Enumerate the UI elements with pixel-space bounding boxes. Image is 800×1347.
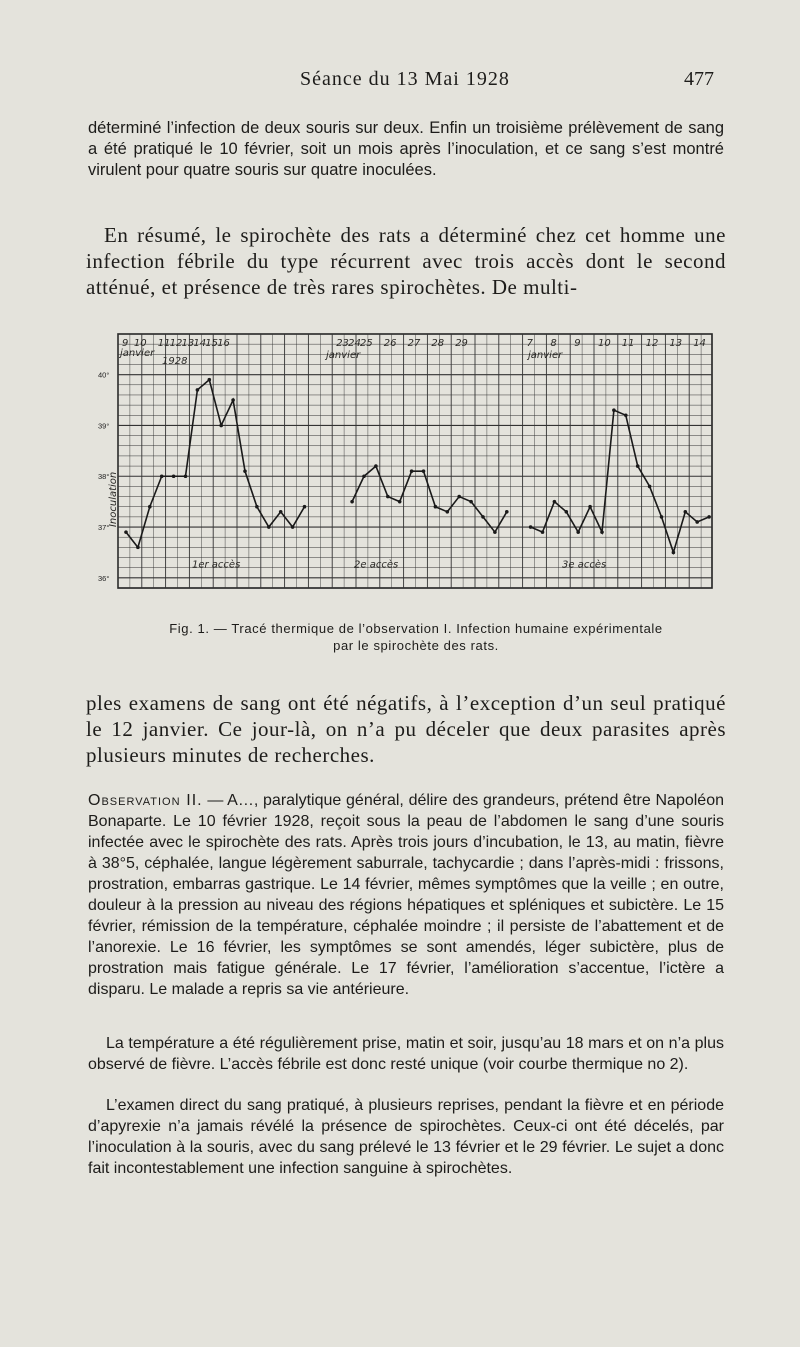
temperature-point: [196, 388, 200, 392]
date-label: 9: [574, 338, 581, 349]
date-label: 26: [383, 338, 397, 349]
date-label: 10: [598, 338, 611, 349]
date-label: 29: [455, 338, 468, 349]
temperature-chart: [96, 330, 714, 592]
month-label: janvier: [528, 350, 563, 361]
date-label: 13: [181, 338, 195, 349]
temperature-point: [457, 495, 461, 499]
annotation-acces: 2e accès: [354, 559, 399, 571]
temperature-point: [434, 505, 438, 509]
page-header: [0, 68, 800, 94]
temperature-point: [184, 474, 188, 478]
temperature-point: [350, 500, 354, 504]
temperature-point: [362, 474, 366, 478]
temperature-point: [172, 474, 176, 478]
page-number: 477: [684, 68, 714, 90]
month-label: 1928: [162, 356, 188, 367]
temperature-point: [600, 530, 604, 534]
chart-svg: [96, 330, 714, 592]
y-tick-label: 36°: [98, 573, 110, 583]
temperature-point: [374, 464, 378, 468]
temperature-point: [624, 413, 628, 417]
date-label: 13: [669, 338, 683, 349]
temperature-point: [541, 530, 545, 534]
paragraph-conclusion: L’examen direct du sang pratiqué, à plusieurs reprises, pendant la fièvre et en période d’apyrexie n’a jamais révélé la présence de spirochètes. Ceux-ci ont été décelés, par l’inoculation à la souris, avec du sang prélevé le 13 février et le 29 février. Le sujet a donc fait incontestablement une infection sanguine à spirochètes.: [88, 1097, 724, 1177]
y-tick-label: 40°: [98, 370, 110, 380]
temperature-point: [231, 398, 235, 402]
date-label: 11: [157, 338, 171, 349]
paragraph-intro: déterminé l’infection de deux souris sur deux. Enfin un troisième prélèvement de sang a été pratiqué le 10 février, soit un mois après l’inoculation, et ce sang s’est montré virulent pour quatre souris sur quatre inoculées.: [88, 119, 724, 179]
date-label: 14: [693, 338, 706, 349]
date-label: 10: [133, 338, 147, 349]
temperature-point: [469, 500, 473, 504]
temperature-point: [636, 464, 640, 468]
temperature-point: [493, 530, 497, 534]
temperature-point: [612, 408, 616, 412]
temperature-point: [660, 515, 664, 519]
temperature-point: [160, 474, 164, 478]
temperature-point: [565, 510, 569, 514]
date-label: 23: [336, 338, 349, 349]
date-label: 11: [621, 338, 635, 349]
y-tick-label: 38°: [98, 472, 110, 482]
date-label: 9: [122, 338, 129, 349]
temperature-point: [529, 525, 533, 529]
temperature-point: [303, 505, 307, 509]
temperature-point: [684, 510, 688, 514]
date-label: 28: [431, 338, 445, 349]
date-label: 7: [526, 338, 533, 349]
temperature-point: [148, 505, 152, 509]
observation-paragraph: [88, 790, 724, 1000]
temperature-point: [267, 525, 271, 529]
temperature-point: [208, 378, 212, 382]
annotation-inoculation: Inoculation: [108, 471, 119, 528]
temperature-point: [553, 500, 557, 504]
temperature-point: [136, 546, 140, 550]
temperature-point: [648, 485, 652, 489]
temperature-point: [219, 424, 223, 428]
temperature-point: [481, 515, 485, 519]
y-tick-label: 39°: [98, 421, 110, 431]
figure-caption-line2: par le spirochète des rats.: [333, 638, 499, 653]
temperature-point: [243, 469, 247, 473]
month-label: janvier: [120, 348, 155, 359]
date-label: 8: [550, 338, 557, 349]
y-tick-label: 37°: [98, 523, 110, 533]
temperature-point: [446, 510, 450, 514]
temperature-point: [410, 469, 414, 473]
observation-label: Observation II.: [88, 792, 203, 809]
temperature-line: [531, 410, 710, 552]
temperature-point: [279, 510, 283, 514]
running-head: Séance du 13 Mai 1928: [300, 68, 510, 90]
temperature-point: [707, 515, 711, 519]
date-label: 25: [360, 338, 373, 349]
paragraph-summary: En résumé, le spirochète des rats a déterminé chez cet homme une infection fébrile du type récurrent avec trois accès dont le second atténué, et présence de très rares spirochètes. De multi-: [86, 223, 726, 299]
date-label: 12: [645, 338, 659, 349]
date-label: 16: [217, 338, 230, 349]
date-label: 14: [193, 338, 207, 349]
observation-text: — A…, paralytique général, délire des grandeurs, prétend être Napoléon Bonaparte. Le 10 février 1928, reçoit sous la peau de l’abdomen le sang d’une souris infectée avec le spirochète des rats. Après trois jours d’incubation, le 13, au matin, fièvre à 38°5, céphalée, langue légèrement saburrale, tachycardie ; dans l’après-midi : frissons, prostration, embarras gastrique. Le 14 février, mêmes symptômes que la veille ; en outre, douleur à la pression au niveau des régions hépatiques et spléniques et subictère. Le 15 février, rémission de la température, céphalée moindre ; il persiste de l’abattement et de l’anorexie. Le 16 février, les symptômes se sont amendés, léger subictère, plus de prostration mais fatigue générale. Le 17 février, l’amélioration s’accentue, l’ictère a disparu. Le malade a repris sa vie antérieure.: [88, 792, 724, 998]
annotation-acces: 1er accès: [192, 559, 241, 571]
temperature-point: [398, 500, 402, 504]
annotation-acces: 3e accès: [562, 559, 607, 571]
temperature-point: [422, 469, 426, 473]
temperature-point: [255, 505, 259, 509]
temperature-point: [124, 530, 128, 534]
date-label: 15: [205, 338, 219, 349]
temperature-point: [386, 495, 390, 499]
paragraph-continuation: ples examens de sang ont été négatifs, à l’exception d’un seul pratiqué le 12 janvier. Ce jour-là, on n’a pu déceler que deux parasites après plusieurs minutes de recherches.: [86, 691, 726, 767]
date-label: 27: [407, 338, 421, 349]
temperature-point: [576, 530, 580, 534]
temperature-point: [695, 520, 699, 524]
temperature-point: [291, 525, 295, 529]
paragraph-temperature: La température a été régulièrement prise, matin et soir, jusqu’au 18 mars et on n’a plus observé de fièvre. L’accès fébrile est donc resté unique (voir courbe thermique no 2).: [88, 1035, 724, 1073]
month-label: janvier: [326, 350, 361, 361]
temperature-point: [505, 510, 509, 514]
chart-frame: [118, 334, 712, 588]
temperature-point: [672, 551, 676, 555]
temperature-point: [588, 505, 592, 509]
temperature-line: [126, 380, 305, 548]
figure-caption-line1: Fig. 1. — Tracé thermique de l’observation I. Infection humaine expérimentale: [169, 621, 663, 636]
date-label: 24: [348, 338, 361, 349]
date-label: 12: [169, 338, 183, 349]
